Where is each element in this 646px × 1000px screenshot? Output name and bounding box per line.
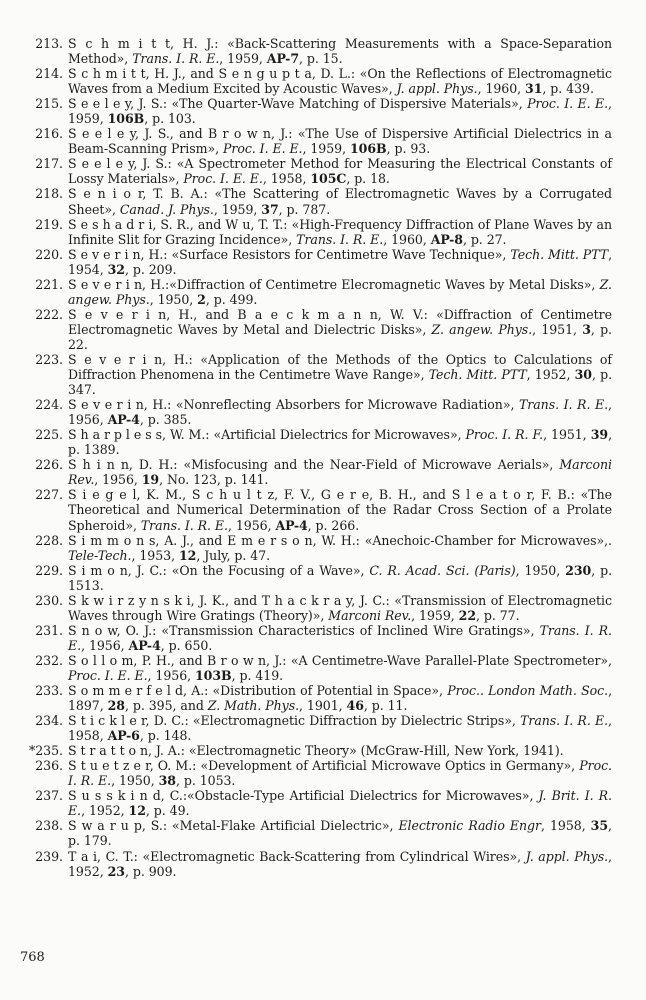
reference-text: , 1952,	[526, 367, 575, 383]
author-name: S i m m o n s	[68, 532, 156, 548]
reference-text: , J. C.: «On the Focusing of a Wave»,	[127, 562, 370, 578]
reference-entry	[18, 818, 612, 848]
journal-title: Marconi Rev.	[68, 457, 612, 488]
author-name: S o m m e r f e l d	[68, 683, 184, 699]
author-name: S c h u l t z	[191, 487, 275, 503]
volume-number: AP-6	[107, 728, 140, 744]
reference-text: , 1960,	[383, 231, 431, 247]
reference-number: 232.	[35, 652, 63, 668]
reference-text: , C.:«Obstacle-Type Artificial Dielectrics for Microwaves»,	[160, 788, 539, 804]
reference-text: , 1959,	[302, 141, 350, 157]
reference-number: 217.	[35, 156, 63, 172]
reference-text: , p. 650.	[160, 637, 213, 653]
author-name: S w a r u p	[68, 818, 142, 834]
volume-number: 38	[158, 773, 176, 789]
journal-title: J. appl. Phys.	[525, 848, 609, 864]
reference-entry	[18, 352, 612, 397]
journal-title: Tech. Mitt. PTT	[510, 246, 609, 262]
reference-text: , 1954,	[68, 246, 613, 277]
reference-text: , 1956,	[68, 397, 612, 428]
reference-text: , p. 49.	[145, 803, 190, 819]
journal-title: Proc. I. R. F.	[465, 427, 544, 443]
volume-number: 46	[346, 698, 364, 714]
reference-entry	[18, 849, 612, 879]
author-name: T h a c k r a y	[261, 592, 352, 608]
author-name: S o l l o m	[68, 652, 134, 668]
reference-entry	[18, 126, 612, 156]
journal-title: Trans. I. R. E.	[520, 713, 609, 729]
author-name: S e v e r i n	[68, 306, 167, 322]
reference-text: , B. H., and	[369, 487, 452, 503]
reference-number: 222.	[35, 306, 63, 322]
journal-title: Trans. I. R. E.	[140, 517, 228, 533]
reference-text: , p. 1053.	[175, 773, 236, 789]
reference-number: 215.	[35, 96, 63, 112]
reference-text: , p. 1513.	[68, 562, 613, 593]
author-name: S e v e r i n	[68, 351, 163, 367]
reference-entry	[18, 36, 612, 66]
journal-title: Trans. I. R. E.	[68, 622, 612, 653]
reference-text: , p. 18.	[346, 171, 390, 187]
reference-entry	[18, 743, 612, 758]
author-name: S n o w	[68, 622, 117, 638]
reference-text: , J. C.: «Transmission of Electromagnetic Waves through Wire Gratings (Theory)»,	[68, 592, 612, 623]
reference-entry	[18, 653, 612, 683]
reference-text: , T. B. A.: «The Scattering of Electromagnetic Waves by a Corrugated Sheet»,	[68, 186, 612, 217]
reference-text: , 1950,	[111, 773, 159, 789]
reference-text: , F. B.: «The Theoretical and Numerical Determination of the Radar Cross Section of a Prolate Spheroid»,	[68, 487, 612, 533]
volume-number: AP-7	[266, 51, 300, 67]
author-name: S i m o n	[68, 562, 128, 578]
journal-title: Proc. I. E. E.	[222, 141, 303, 157]
reference-text: , P. H., and	[133, 652, 207, 668]
author-name: S t u e t z e r	[68, 758, 150, 774]
journal-title: J. appl. Phys.	[396, 81, 478, 97]
volume-number: AP-4	[275, 517, 308, 533]
reference-text: , No. 123, p. 141.	[159, 472, 269, 488]
reference-text: , 1950,	[515, 562, 566, 578]
reference-number: *235.	[29, 743, 63, 759]
reference-text: , 1950,	[149, 291, 198, 307]
journal-title: Tele-Tech.	[68, 547, 132, 563]
author-name: B r o w n	[207, 126, 271, 142]
reference-number: 219.	[35, 216, 63, 232]
reference-text: , W. M.: «Artificial Dielectrics for Microwaves»,	[162, 427, 466, 443]
reference-entry	[18, 397, 612, 427]
journal-title: Proc. I. E. E.	[68, 667, 148, 683]
reference-text: , K. M.,	[136, 487, 192, 503]
reference-number: 233.	[35, 683, 63, 699]
reference-entry	[18, 307, 612, 352]
reference-text: , p. 27.	[462, 231, 507, 247]
reference-text: , 1901,	[299, 698, 347, 714]
volume-number: 35	[590, 818, 609, 834]
journal-title: Electronic Radio Engr	[398, 818, 541, 834]
journal-title: Tech. Mitt. PTT	[428, 367, 527, 383]
reference-entry	[18, 623, 612, 653]
author-name: S c h m i t t	[68, 66, 146, 82]
journal-title: Proc. I. R. E.	[68, 758, 612, 789]
reference-text: , p. 909.	[124, 863, 177, 879]
reference-text: , p. 395, and	[124, 698, 208, 714]
volume-number: 28	[107, 698, 125, 714]
reference-text: , A. J., and	[155, 532, 228, 548]
reference-number: 239.	[35, 848, 63, 864]
volume-number: AP-8	[430, 231, 463, 247]
reference-entry	[18, 156, 612, 186]
reference-text: , T. T.: «High-Frequency Diffraction of Plane Waves by an Infinite Slit for Grazing Incidence»,	[68, 216, 612, 247]
reference-text: , p. 93.	[386, 141, 431, 157]
reference-text: , D. L.: «On the Reflections of Electromagnetic Waves from a Medium Excited by Acoustic Waves»,	[68, 66, 612, 97]
journal-title: Proc. I. E. E.	[527, 96, 609, 112]
reference-entry	[18, 788, 612, 818]
reference-text: , 1956,	[81, 637, 129, 653]
reference-number: 238.	[35, 818, 63, 834]
journal-title: Proc.. London Math. Soc.	[447, 683, 609, 699]
reference-text: , H.: «Surface Resistors for Centimetre Wave Technique»,	[140, 246, 511, 262]
reference-text: , p. 385.	[139, 412, 192, 428]
reference-text: , p. 15.	[299, 51, 343, 67]
reference-text: , 1951,	[532, 321, 583, 337]
author-name: B r o w n	[207, 652, 266, 668]
author-name: S l e a t o r	[451, 487, 532, 503]
author-name: S h i n n	[68, 457, 129, 473]
reference-entry	[18, 563, 612, 593]
reference-text: , O. J.: «Transmission Characteristics of Inclined Wire Gratings»,	[116, 622, 540, 638]
reference-text: , p. 347.	[68, 367, 613, 398]
reference-entry	[18, 247, 612, 277]
author-name: S u s s k i n d	[68, 788, 161, 804]
reference-text: , p. 209.	[124, 261, 177, 277]
reference-number: 213.	[35, 36, 63, 51]
reference-text: , J. S.: «The Quarter-Wave Matching of Dispersive Materials»,	[130, 96, 528, 112]
volume-number: 105C	[310, 171, 347, 187]
volume-number: 31	[525, 81, 543, 97]
reference-text: , p. 11.	[363, 698, 408, 714]
reference-text: , D. H.: «Misfocusing and the Near-Field of Microwave Aerials»,	[128, 457, 560, 473]
reference-text: , J. S., and	[135, 126, 208, 142]
author-name: S e e l e y	[68, 96, 131, 112]
author-name: G e r e	[320, 487, 370, 503]
journal-title: Z. Math. Phys.	[207, 698, 300, 714]
reference-text: , J. K., and	[190, 592, 262, 608]
reference-text: , J.: «The Use of Dispersive Artificial Dielectrics in a Beam-Scanning Prism»,	[68, 126, 612, 157]
reference-text: , J. S.: «A Spectrometer Method for Measuring the Electrical Constants of Lossy Materials»,	[68, 156, 612, 187]
reference-number: 236.	[35, 758, 63, 774]
reference-number: 228.	[35, 532, 63, 548]
reference-text: , 1951,	[543, 427, 591, 443]
reference-text: , J. A.: «Electromagnetic Theory» (McGraw-Hill, New York, 1941).	[148, 743, 564, 759]
reference-text: , 1959,	[411, 607, 459, 623]
reference-number: 231.	[35, 622, 63, 638]
journal-title: Canad. J. Phys.	[119, 201, 214, 217]
reference-text: , W. H.: «Anechoic-Chamber for Microwaves»,.	[312, 532, 612, 548]
reference-entry	[18, 758, 612, 788]
volume-number: 12	[128, 803, 146, 819]
reference-entry	[18, 683, 612, 713]
author-name: S e s h a d r i	[68, 216, 153, 232]
author-name: S t r a t t o n	[68, 743, 149, 759]
reference-number: 234.	[35, 713, 63, 729]
volume-number: 103B	[195, 667, 232, 683]
reference-text: , 1959,	[213, 201, 262, 217]
reference-text: , W. V.: «Diffraction of Centimetre Electromagnetic Waves by Metal and Dielectric Disks»,	[68, 306, 612, 337]
reference-text: , p. 419.	[231, 667, 284, 683]
reference-text: , 1956,	[227, 517, 276, 533]
journal-title: Trans. I. R. E.	[296, 231, 384, 247]
volume-number: 19	[141, 472, 160, 488]
reference-text: , H.: «Nonreflecting Absorbers for Microwave Radiation»,	[143, 397, 519, 413]
journal-title: C. R. Acad. Sci. (Paris)	[369, 562, 516, 578]
volume-number: 106B	[349, 141, 387, 157]
reference-text: , p. 787.	[278, 201, 331, 217]
volume-number: 2	[197, 291, 206, 307]
reference-text: , F. V.,	[274, 487, 321, 503]
author-name: E m e r s o n	[227, 532, 313, 548]
author-name: S e n g u p t a	[218, 66, 312, 82]
author-name: S h a r p l e s s	[68, 427, 163, 443]
reference-entry	[18, 427, 612, 457]
reference-entry	[18, 487, 612, 532]
page-number: 768	[20, 950, 45, 965]
journal-title: Marconi Rev.	[328, 607, 412, 623]
author-name: S e v e r i n	[68, 246, 141, 262]
reference-text: , p. 1389.	[68, 427, 613, 458]
reference-number: 226.	[35, 457, 63, 473]
reference-text: , J.: «A Centimetre-Wave Parallel-Plate Spectrometer»,	[266, 652, 612, 668]
journal-title: Z. angew. Phys.	[68, 276, 612, 307]
reference-number: 216.	[35, 126, 63, 142]
reference-text: , 1956,	[94, 472, 142, 488]
reference-text: , 1960,	[477, 81, 526, 97]
reference-text: , p. 439.	[542, 81, 594, 97]
volume-number: AP-4	[107, 412, 140, 428]
reference-number: 214.	[35, 66, 63, 82]
volume-number: 22	[458, 607, 477, 623]
reference-text: , p. 179.	[68, 818, 612, 849]
reference-text: , H. J., and	[145, 66, 219, 82]
author-name: S e n i o r	[68, 186, 143, 202]
reference-text: , 1959,	[68, 96, 612, 127]
reference-text: , July, p. 47.	[196, 547, 271, 563]
author-name: T a i	[68, 848, 97, 864]
author-name: S i e g e l	[68, 487, 137, 503]
volume-number: 106B	[107, 111, 145, 127]
volume-number: 12	[178, 547, 197, 563]
volume-number: 32	[107, 261, 125, 277]
reference-entry	[18, 217, 612, 247]
reference-number: 218.	[35, 186, 63, 202]
author-name: S e v e r i n	[68, 397, 144, 413]
reference-entry	[18, 713, 612, 743]
reference-text: , 1952,	[68, 848, 612, 879]
reference-number: 225.	[35, 427, 63, 443]
author-name: S t i c k l e r	[68, 713, 146, 729]
reference-entry	[18, 457, 612, 487]
journal-title: J. Brit. I. R. E.	[68, 788, 612, 819]
volume-number: 30	[574, 367, 592, 383]
reference-text: , 1959,	[219, 51, 267, 67]
reference-text: , H. J.: «Back-Scattering Measurements with a Space-Separation Method»,	[68, 36, 612, 67]
reference-number: 220.	[35, 246, 63, 262]
reference-entry	[18, 66, 612, 96]
journal-title: Proc. I. E. E.	[183, 171, 263, 187]
reference-entry	[18, 533, 612, 563]
reference-text: , H., and	[166, 306, 238, 322]
reference-text: , 1958,	[68, 713, 612, 744]
reference-text: , p. 77.	[476, 607, 520, 623]
reference-number: 229.	[35, 562, 63, 578]
author-name: S e e l e y	[68, 156, 134, 172]
reference-text: , 1958,	[262, 171, 311, 187]
author-name: B a e c k m a n n	[237, 306, 378, 322]
volume-number: 37	[261, 201, 279, 217]
author-name: S e v e r i n	[68, 276, 142, 292]
reference-text: , p. 499.	[205, 291, 258, 307]
volume-number: 23	[107, 863, 125, 879]
reference-number: 237.	[35, 788, 63, 804]
reference-number: 224.	[35, 397, 63, 413]
reference-text: , 1956,	[147, 667, 195, 683]
reference-entry	[18, 96, 612, 126]
reference-number: 221.	[35, 276, 63, 292]
reference-text: , D. C.: «Electromagnetic Diffraction by Dielectric Strips»,	[145, 713, 521, 729]
reference-entry	[18, 593, 612, 623]
author-name: W u	[225, 216, 251, 232]
reference-number: 230.	[35, 592, 63, 608]
reference-number: 223.	[35, 351, 63, 367]
journal-title: Trans. I. R. E.	[518, 397, 609, 413]
reference-text: , p. 148.	[139, 728, 192, 744]
reference-text: , 1958,	[540, 818, 591, 834]
reference-text: , 1953,	[131, 547, 179, 563]
author-name: S k w i r z y n s k i	[68, 592, 191, 608]
reference-text: , C. T.: «Electromagnetic Back-Scattering from Cylindrical Wires»,	[97, 848, 526, 864]
reference-text: , p. 103.	[144, 111, 196, 127]
journal-title: Z. angew. Phys.	[431, 321, 533, 337]
reference-text: , 1897,	[68, 683, 613, 714]
reference-text: , H.: «Application of the Methods of the Optics to Calculations of Diffraction Phenomena in the Centimetre Wave Range»,	[68, 351, 613, 383]
volume-number: 3	[582, 321, 591, 337]
reference-text: , S. R., and	[152, 216, 226, 232]
journal-title: Trans. I. R. E.	[132, 51, 220, 67]
reference-number: 227.	[35, 487, 63, 503]
author-name: S e e l e y	[68, 126, 136, 142]
author-name: S c h m i t t	[68, 36, 170, 51]
reference-text: , O. M.: «Development of Artificial Microwave Optics in Germany»,	[149, 758, 580, 774]
reference-text: , A.: «Distribution of Potential in Space»,	[183, 683, 448, 699]
reference-text: , p. 266.	[307, 517, 360, 533]
volume-number: 39	[590, 427, 609, 443]
reference-text: , H.:«Diffraction of Centimetre Elecromagnetic Waves by Metal Disks»,	[142, 276, 600, 292]
reference-text: , 1952,	[81, 803, 129, 819]
reference-text: , S.: «Metal-Flake Artificial Dielectric»,	[141, 818, 399, 834]
reference-entry	[18, 186, 612, 216]
volume-number: AP-4	[128, 637, 161, 653]
reference-text: , p. 22.	[68, 321, 612, 352]
reference-list	[18, 36, 612, 879]
volume-number: 230	[565, 562, 592, 578]
reference-entry	[18, 277, 612, 307]
